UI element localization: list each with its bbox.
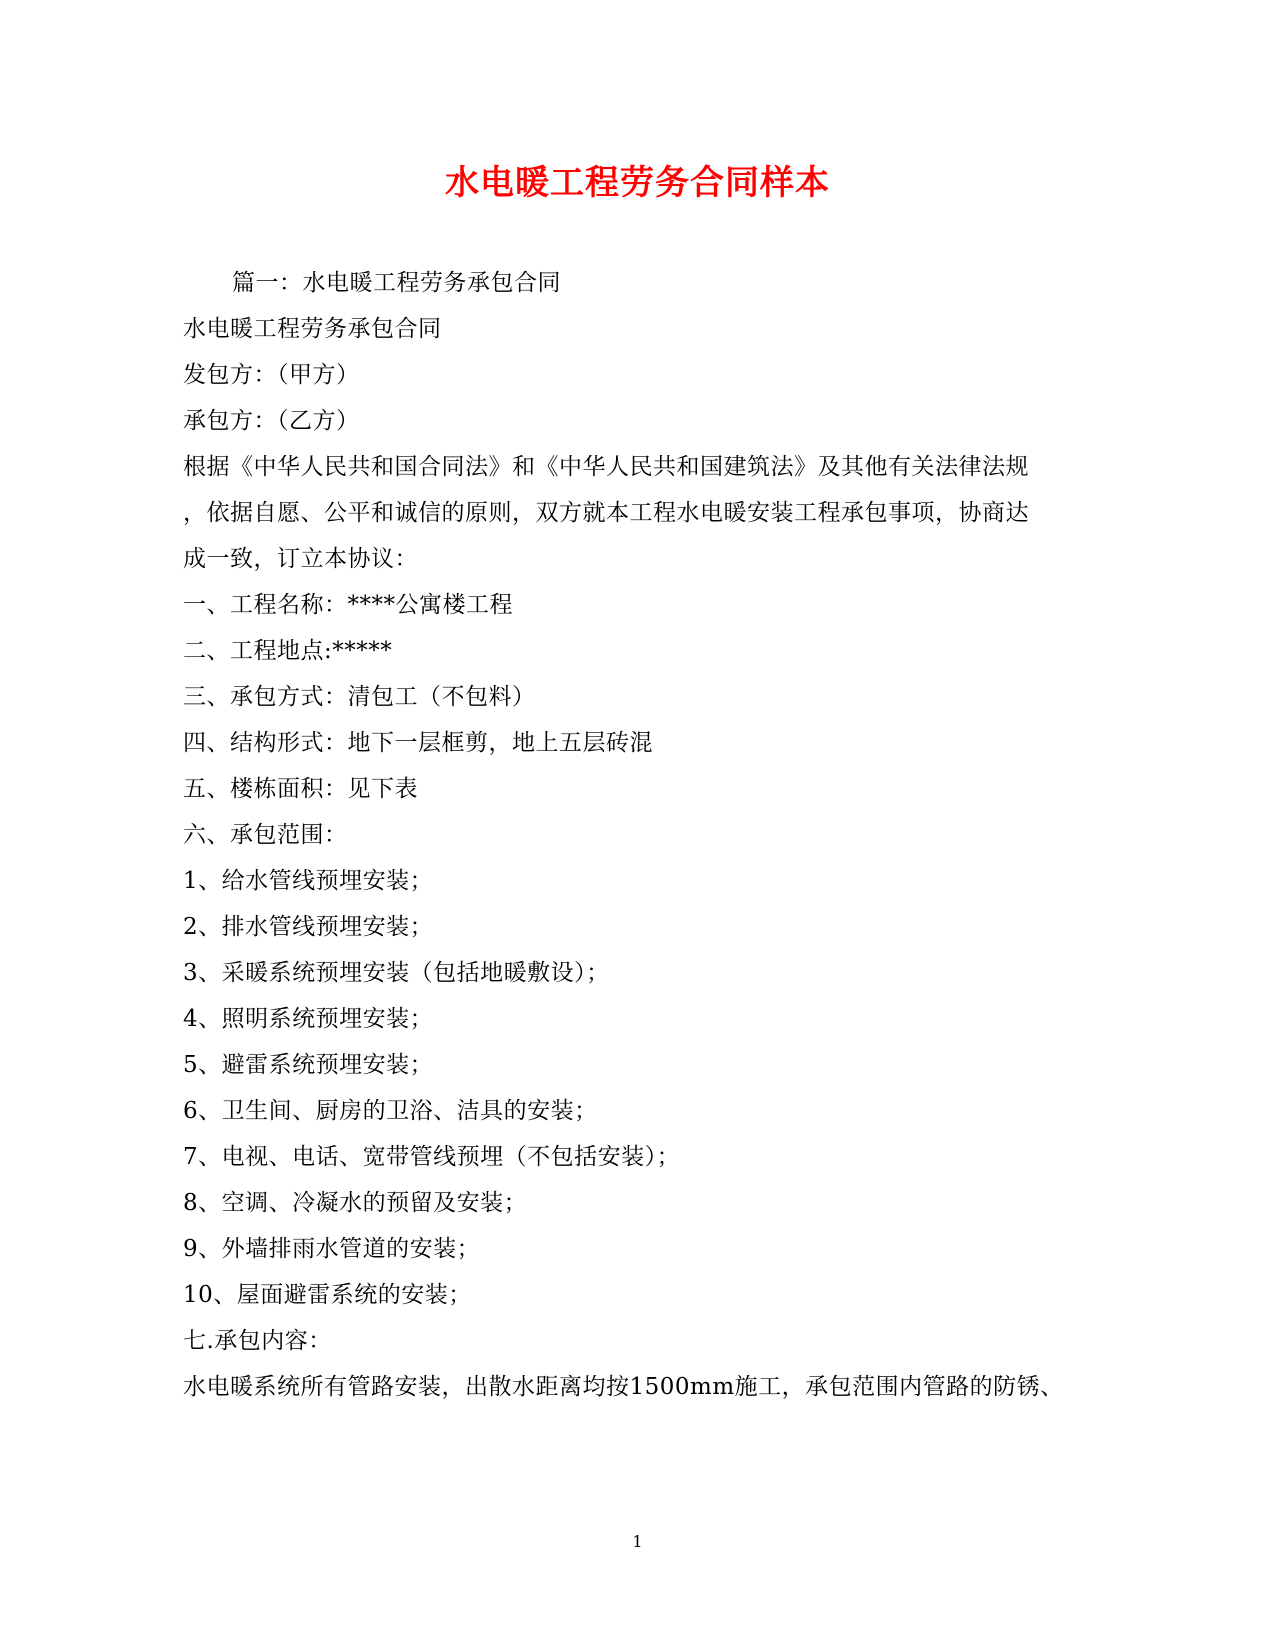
preamble-line: ，依据自愿、公平和诚信的原则，双方就本工程水电暖安装工程承包事项，协商达: [183, 500, 1029, 526]
list-item: 5、避雷系统预埋安装；: [183, 1052, 434, 1078]
preamble-line: 成一致，订立本协议：: [183, 546, 418, 572]
list-item: 3、采暖系统预埋安装（包括地暖敷设）；: [183, 960, 610, 986]
party-a-line: 发包方：（甲方）: [183, 362, 360, 388]
preamble-line: 根据《中华人民共和国合同法》和《中华人民共和国建筑法》及其他有关法律法规: [183, 454, 1029, 480]
contract-title: 水电暖工程劳务承包合同: [183, 316, 442, 342]
clause-line: 一、工程名称：****公寓楼工程: [183, 592, 513, 618]
clause-line: 二、工程地点:*****: [183, 638, 393, 664]
list-item: 2、排水管线预埋安装；: [183, 914, 434, 940]
clause-line: 四、结构形式：地下一层框剪，地上五层砖混: [183, 730, 653, 756]
list-item: 10、屋面避雷系统的安装；: [183, 1282, 472, 1308]
list-item: 7、电视、电话、宽带管线预埋（不包括安装）；: [183, 1144, 681, 1170]
page-number: 1: [632, 1532, 643, 1551]
list-item: 4、照明系统预埋安装；: [183, 1006, 434, 1032]
party-b-line: 承包方：（乙方）: [183, 408, 360, 434]
clause-line: 七.承包内容：: [183, 1328, 332, 1354]
section-heading: 篇一：水电暖工程劳务承包合同: [232, 270, 561, 296]
page-title: 水电暖工程劳务合同样本: [445, 163, 830, 203]
list-item: 6、卫生间、厨房的卫浴、洁具的安装；: [183, 1098, 598, 1124]
list-item: 1、给水管线预埋安装；: [183, 868, 434, 894]
clause-line: 三、承包方式：清包工（不包料）: [183, 684, 536, 710]
list-item: 9、外墙排雨水管道的安装；: [183, 1236, 481, 1262]
clause-line: 五、楼栋面积：见下表: [183, 776, 418, 802]
body-line: 水电暖系统所有管路安装，出散水距离均按1500mm施工，承包范围内管路的防锈、: [183, 1374, 1064, 1400]
clause-line: 六、承包范围：: [183, 822, 348, 848]
list-item: 8、空调、冷凝水的预留及安装；: [183, 1190, 528, 1216]
